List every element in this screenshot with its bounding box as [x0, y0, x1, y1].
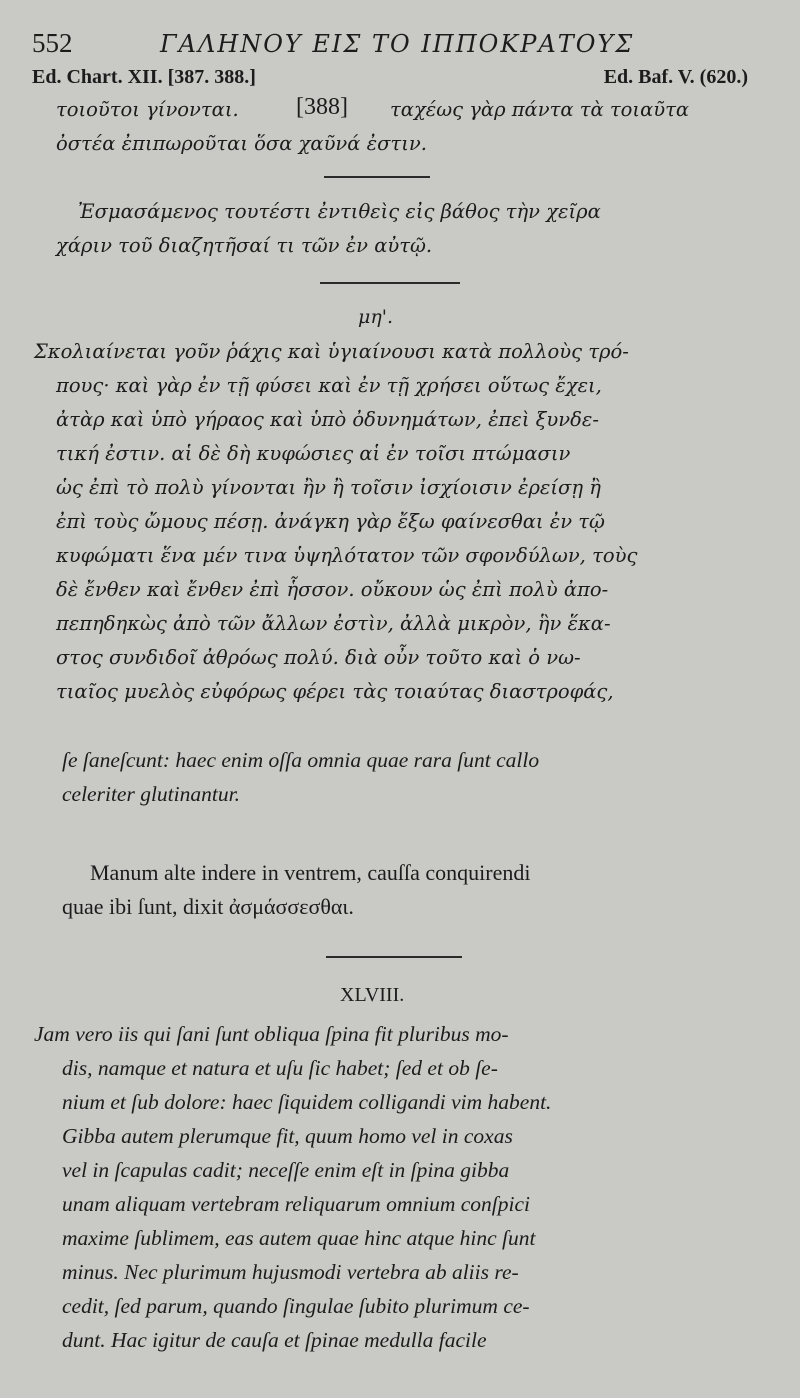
- greek-text-line: πους· καὶ γὰρ ἐν τῇ φύσει καὶ ἐν τῇ χρήσει οὕτως ἔχει,: [56, 374, 602, 397]
- greek-top-line: τοιοῦτοι γίνονται.: [56, 98, 239, 121]
- greek-text-line: ἐπὶ τοὺς ὤμους πέσῃ. ἀνάγκη γὰρ ἔξω φαίνεσθαι ἐν τῷ: [56, 510, 605, 533]
- greek-top-line: ταχέως γὰρ πάντα τὰ τοιαῦτα: [390, 98, 690, 121]
- page-break-marker: [388]: [296, 94, 348, 120]
- greek-top-line: ὀστέα ἐπιπωροῦται ὅσα χαῦνά ἐστιν.: [56, 132, 427, 155]
- greek-text-line: Σκολιαίνεται γοῦν ῥάχις καὶ ὑγιαίνουσι κατὰ πολλοὺς τρό-: [34, 340, 629, 363]
- greek-text-line: ἀτὰρ καὶ ὑπὸ γήραος καὶ ὑπὸ ὀδυνημάτων, ἐπεὶ ξυνδε-: [56, 408, 599, 431]
- edition-reference-right: Ed. Baf. V. (620.): [603, 66, 748, 88]
- greek-text-line: στος συνδιδοῖ ἀθρόως πολύ. διὰ οὖν τοῦτο καὶ ὁ νω-: [56, 646, 581, 669]
- divider: [324, 176, 430, 178]
- greek-text-line: κυφώματι ἕνα μέν τινα ὑψηλότατον τῶν σφονδύλων, τοὺς: [56, 544, 638, 567]
- greek-text-line: πεπηδηκὼς ἀπὸ τῶν ἄλλων ἐστὶν, ἀλλὰ μικρὸν, ἣν ἕκα-: [56, 612, 611, 635]
- latin-text-line: dunt. Hac igitur de cauſa et ſpinae medulla facile: [62, 1328, 487, 1352]
- latin-top-line: ſe ſaneſcunt: haec enim oſſa omnia quae rara ſunt callo: [62, 748, 540, 772]
- latin-text-line: nium et ſub dolore: haec ſiquidem colligandi vim habent.: [62, 1090, 552, 1114]
- greek-section-number: μη'.: [358, 306, 393, 328]
- latin-section-number: XLVIII.: [340, 984, 405, 1006]
- greek-text-line: ὡς ἐπὶ τὸ πολὺ γίνονται ἢν ἢ τοῖσιν ἰσχίοισιν ἐρείσῃ ἢ: [56, 476, 601, 499]
- greek-lemma-line: χάριν τοῦ διαζητῆσαί τι τῶν ἐν αὐτῷ.: [56, 234, 433, 257]
- greek-text-line: τική ἐστιν. αἱ δὲ δὴ κυφώσιες αἱ ἐν τοῖσι πτώμασιν: [56, 442, 571, 465]
- latin-text-line: vel in ſcapulas cadit; neceſſe enim eſt in ſpina gibba: [62, 1158, 510, 1182]
- edition-reference-left: Ed. Chart. XII. [387. 388.]: [32, 66, 256, 88]
- latin-text-line: Gibba autem plerumque fit, quum homo vel in coxas: [62, 1124, 513, 1148]
- latin-text-line: Jam vero iis qui ſani ſunt obliqua ſpina fit pluribus mo-: [34, 1022, 509, 1046]
- divider: [326, 956, 462, 958]
- latin-text-line: maxime ſublimem, eas autem quae hinc atque hinc ſunt: [62, 1226, 536, 1250]
- latin-text-line: cedit, ſed parum, quando ſingulae ſubito plurimum ce-: [62, 1294, 530, 1318]
- greek-lemma-line: Ἐσμασάμενος τουτέστι ἐντιθεὶς εἰς βάθος τὴν χεῖρα: [78, 200, 601, 223]
- greek-text-line: τιαῖος μυελὸς εὐφόρως φέρει τὰς τοιαύτας διαστροφάς,: [56, 680, 614, 703]
- latin-comment-line: Manum alte indere in ventrem, cauſſa conquirendi: [90, 860, 531, 885]
- latin-text-line: dis, namque et natura et uſu ſic habet; ſed et ob ſe-: [62, 1056, 498, 1080]
- latin-top-line: celeriter glutinantur.: [62, 782, 240, 806]
- latin-text-line: minus. Nec plurimum hujusmodi vertebra ab aliis re-: [62, 1260, 519, 1284]
- latin-text-line: unam aliquam vertebram reliquarum omnium conſpici: [62, 1192, 530, 1216]
- page-number: 552: [32, 28, 73, 58]
- divider: [320, 282, 460, 284]
- running-title: ΓΑΛΗΝΟΥ ΕΙΣ ΤΟ ΙΠΠΟΚΡΑΤΟΥΣ: [160, 30, 635, 58]
- greek-text-line: δὲ ἔνθεν καὶ ἔνθεν ἐπὶ ἧσσον. οὔκουν ὡς ἐπὶ πολὺ ἀπο-: [56, 578, 609, 601]
- latin-comment-line: quae ibi ſunt, dixit ἀσμάσσεσθαι.: [62, 894, 354, 919]
